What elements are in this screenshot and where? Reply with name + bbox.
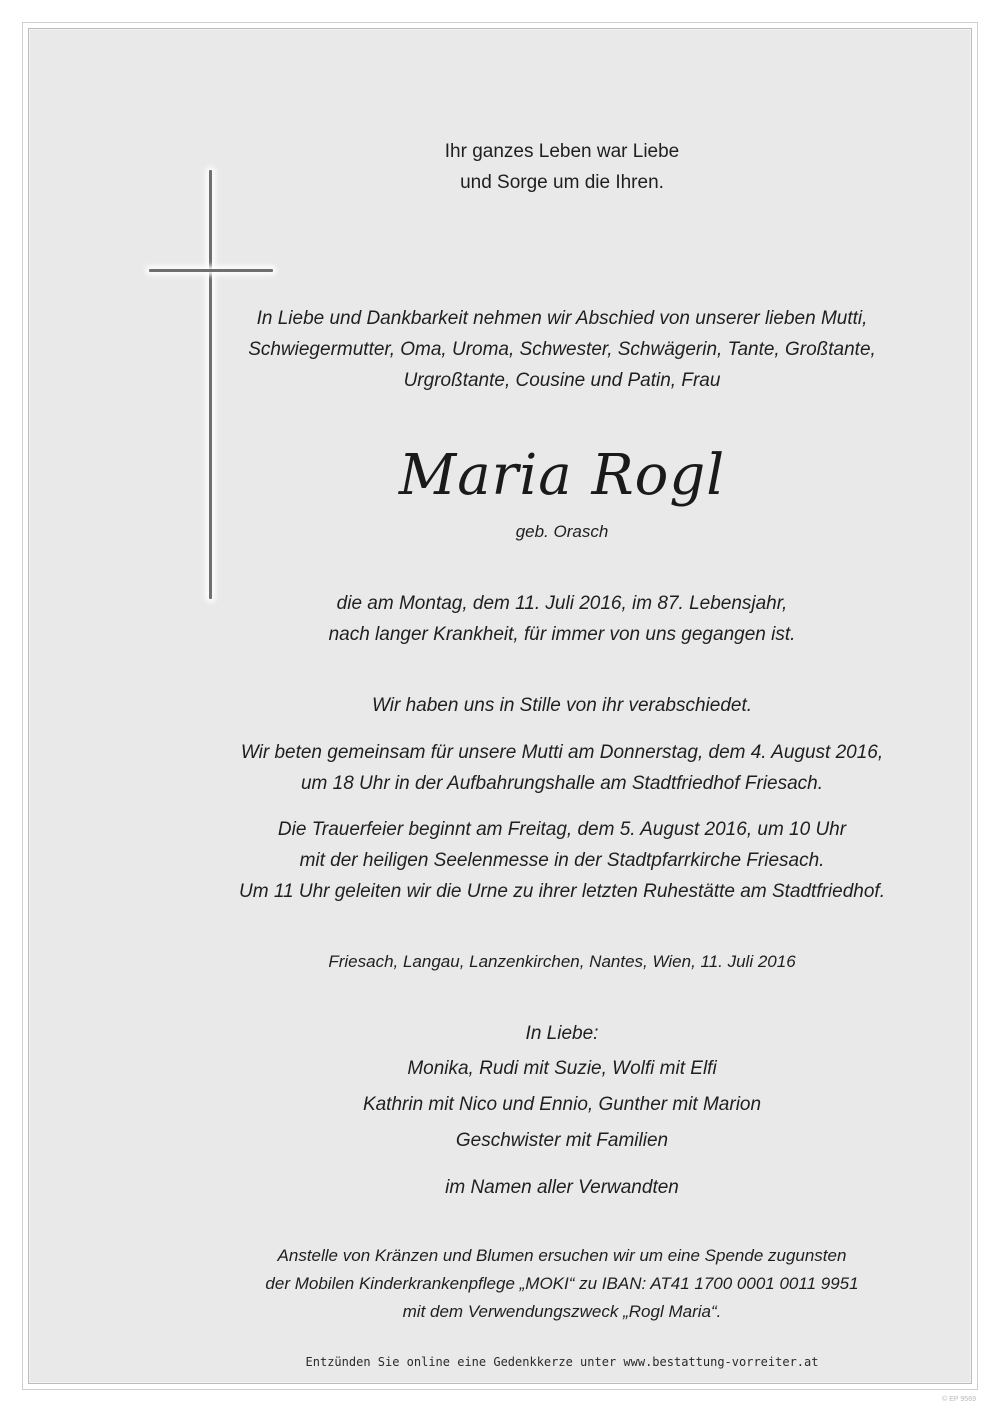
donation-notice: Anstelle von Kränzen und Blumen ersuchen wir um eine Spende zugunsten der Mobilen Kinderkrankenpflege „MOKI“ zu IBAN: AT41 1700 0001 0011 9951 mit dem Verwendungszweck „Rogl Maria“. <box>265 1246 859 1321</box>
deceased-name: Maria Rogl <box>398 443 726 508</box>
funeral-notice: Die Trauerfeier beginnt am Freitag, dem 5. August 2016, um 10 Uhr mit der heiligen Seelenmesse in der Stadtpfarrkirche Friesach. Um 11 Uhr geleiten wir die Urne zu ihrer letzten Ruhestätte am Stadtfriedhof. <box>239 819 885 902</box>
mourners-line: Geschwister mit Familien <box>455 1130 669 1151</box>
maiden-name: geb. Orasch <box>515 522 609 541</box>
motto-text: Ihr ganzes Leben war Liebe und Sorge um die Ihren. <box>444 141 680 193</box>
mourners-closing: im Namen aller Verwandten <box>445 1177 679 1198</box>
farewell-text: Wir haben uns in Stille von ihr verabschiedet. <box>371 695 753 716</box>
intro-text: In Liebe und Dankbarkeit nehmen wir Abschied von unserer lieben Mutti, Schwiegermutter, Oma, Uroma, Schwester, Schwägerin, Tante, Großtante, Urgroßtante, Cousine und Patin, Frau <box>248 308 876 391</box>
online-candle-notice: Entzünden Sie online eine Gedenkkerze unter www.bestattung-vorreiter.at <box>305 1355 819 1369</box>
cross-icon-crossbar <box>149 269 273 272</box>
places-date: Friesach, Langau, Lanzenkirchen, Nantes, Wien, 11. Juli 2016 <box>328 952 796 971</box>
mourners-line: Monika, Rudi mit Suzie, Wolfi mit Elfi <box>407 1058 717 1079</box>
mourners-line: Kathrin mit Nico und Ennio, Gunther mit Marion <box>362 1094 762 1115</box>
mourners-heading: In Liebe: <box>525 1023 599 1044</box>
prayer-notice: Wir beten gemeinsam für unsere Mutti am Donnerstag, dem 4. August 2016, um 18 Uhr in der Aufbahrungshalle am Stadtfriedhof Friesach. <box>240 742 884 794</box>
copyright-mark: © EP 9569 <box>942 1396 976 1403</box>
death-notice: die am Montag, dem 11. Juli 2016, im 87. Lebensjahr, nach langer Krankheit, für immer von uns gegangen ist. <box>328 593 796 645</box>
